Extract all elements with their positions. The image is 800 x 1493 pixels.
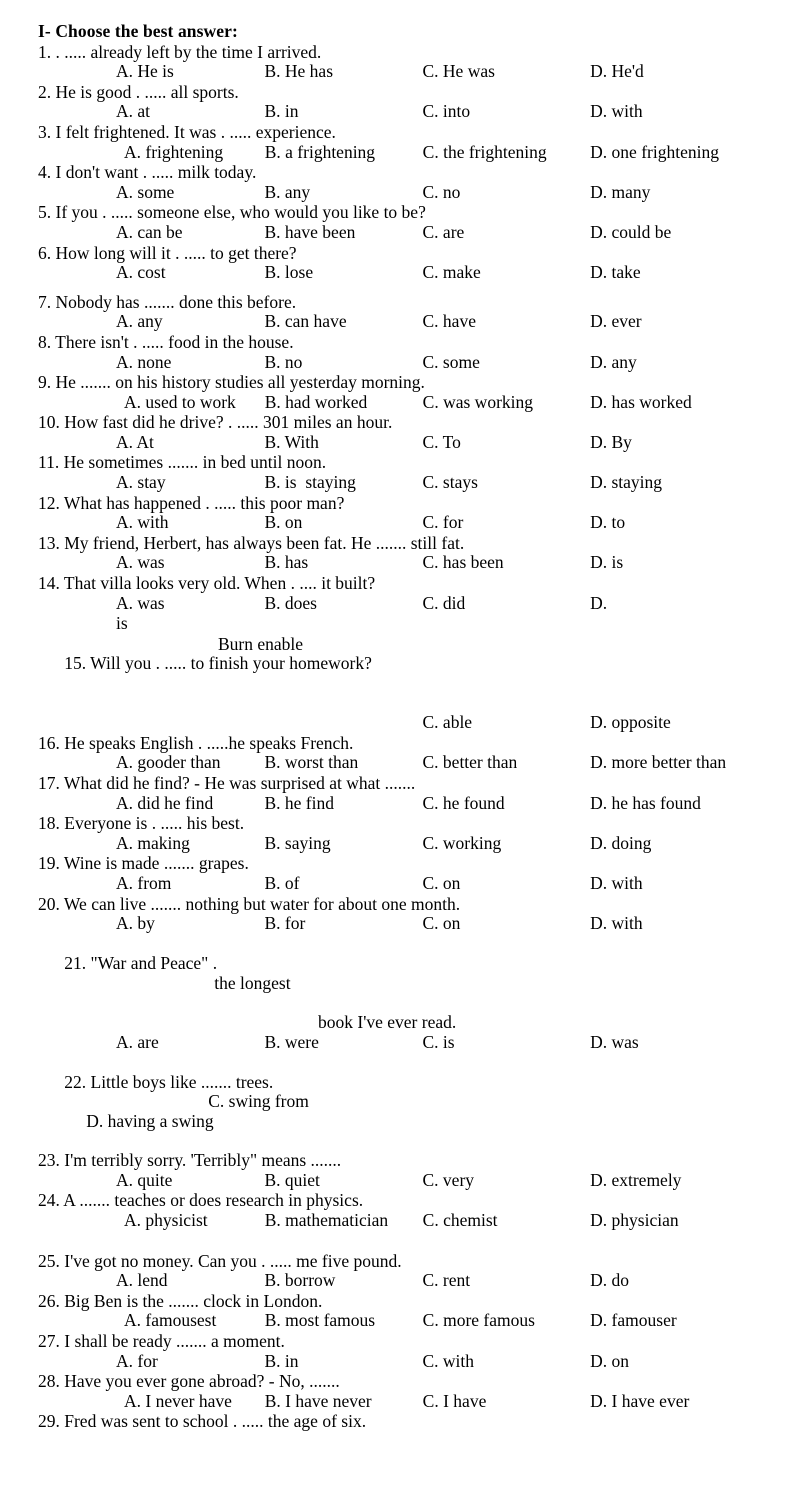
option-b[interactable]: B. of <box>264 872 300 893</box>
option-a[interactable]: A. can be <box>116 221 183 242</box>
option-a[interactable]: A. from <box>116 872 172 893</box>
option-a[interactable]: A. stay <box>116 472 166 493</box>
option-b[interactable]: B. saying <box>264 832 331 853</box>
option-d[interactable]: D. doing <box>590 832 652 853</box>
question-item <box>38 774 772 813</box>
question-stem-text: 15. Will you . ..... to finish your homework? <box>64 653 372 674</box>
option-c[interactable]: C. more famous <box>422 1310 535 1331</box>
option-row <box>38 473 772 493</box>
option-d[interactable]: D. By <box>590 431 632 452</box>
option-row <box>38 263 772 283</box>
question-item <box>38 1292 772 1331</box>
option-row <box>38 914 772 934</box>
option-c[interactable]: C. have <box>422 311 476 332</box>
option-c[interactable]: C. did <box>422 592 466 613</box>
question-item <box>38 534 772 573</box>
option-d[interactable]: D. extremely <box>590 1169 682 1190</box>
option-c[interactable]: C. are <box>422 221 465 242</box>
option-c[interactable]: C. no <box>422 181 461 202</box>
page-title: I- Choose the best answer: <box>38 21 238 41</box>
option-d[interactable]: D. could be <box>590 221 672 242</box>
option-c[interactable]: C. stays <box>422 472 478 493</box>
question-stem-fragment-2: book I've ever read. <box>318 1012 457 1033</box>
option-a[interactable]: A. none <box>116 351 172 372</box>
option-c[interactable]: C. To <box>422 431 461 452</box>
question-stem: 20. We can live ....... nothing but water for about one month. <box>38 893 461 914</box>
question-stem: 28. Have you ever gone abroad? - No, ....... <box>38 1371 340 1392</box>
question-stem <box>38 635 772 713</box>
option-c[interactable]: C. make <box>422 262 481 283</box>
option-c[interactable]: C. some <box>422 351 480 372</box>
question-item <box>38 814 772 853</box>
option-c[interactable]: C. I have <box>422 1390 487 1411</box>
option-c[interactable]: C. has been <box>422 552 504 573</box>
option-c[interactable]: C. on <box>422 872 461 893</box>
option-a[interactable]: A. any <box>116 311 163 332</box>
option-a[interactable]: A. some <box>116 181 175 202</box>
option-a[interactable]: A. for <box>116 1350 158 1371</box>
option-c[interactable]: C. He was <box>422 61 495 82</box>
option-row <box>38 794 772 814</box>
option-c[interactable]: C. the frightening <box>422 141 547 162</box>
question-item <box>38 453 772 492</box>
question-item <box>38 244 772 283</box>
option-c[interactable]: C. very <box>422 1169 475 1190</box>
option-a[interactable]: A. at <box>116 101 151 122</box>
option-a[interactable]: A. was <box>116 552 165 573</box>
option-d[interactable]: D. to <box>590 512 626 533</box>
option-b[interactable]: B. He has <box>264 61 333 82</box>
option-row <box>38 1392 772 1412</box>
option-row <box>38 1211 772 1231</box>
option-c[interactable]: C. with <box>422 1350 475 1371</box>
option-row <box>38 1311 772 1331</box>
option-a[interactable]: A. frightening <box>124 141 224 162</box>
question-item <box>38 373 772 412</box>
option-b[interactable]: B. does <box>264 592 317 613</box>
option-d[interactable]: D. do <box>590 1270 629 1291</box>
question-item <box>38 413 772 452</box>
option-a[interactable]: A. famousest <box>124 1310 217 1331</box>
option-row <box>38 183 772 203</box>
question-item <box>38 43 772 82</box>
option-b[interactable]: B. With <box>264 431 319 452</box>
option-b[interactable]: B. in <box>264 1350 299 1371</box>
option-d[interactable]: D. physician <box>590 1210 679 1231</box>
question-item <box>38 203 772 242</box>
option-a[interactable]: A. with <box>116 512 169 533</box>
option-a[interactable]: A. At <box>116 431 154 452</box>
question-stem: 1. . ..... already left by the time I arrived. <box>38 41 322 62</box>
option-b[interactable]: B. had worked <box>264 391 368 412</box>
option-b[interactable] <box>264 713 422 733</box>
question-item <box>38 635 772 733</box>
question-stem: 16. He speaks English . .....he speaks French. <box>38 732 354 753</box>
question-stem-text: 22. Little boys like ....... trees. <box>64 1071 274 1092</box>
option-row <box>38 834 772 854</box>
option-c[interactable]: C. for <box>422 512 464 533</box>
question-stem: 9. He ....... on his history studies all yesterday morning. <box>38 372 425 393</box>
option-d-wrap[interactable]: is <box>116 613 128 634</box>
option-d[interactable]: D. take <box>590 262 641 283</box>
option-c[interactable]: C. working <box>422 832 502 853</box>
option-c[interactable]: C. swing from <box>208 1091 309 1112</box>
option-a[interactable]: A. by <box>116 913 155 934</box>
option-d[interactable]: D. has worked <box>590 391 692 412</box>
option-b[interactable]: B. a frightening <box>264 141 376 162</box>
question-stem: 8. There isn't . ..... food in the house. <box>38 331 294 352</box>
question-stem: 25. I've got no money. Can you . ..... me five pound. <box>38 1250 402 1271</box>
option-row <box>38 353 772 373</box>
question-stem-fragment-1: the longest <box>214 972 291 993</box>
question-stem-text: 21. "War and Peace" . <box>64 953 218 974</box>
question-stem: 14. That villa looks very old. When . .... it built? <box>38 573 376 594</box>
question-item <box>38 1252 772 1291</box>
question-item <box>38 854 772 893</box>
question-stem: 18. Everyone is . ..... his best. <box>38 813 245 834</box>
question-item <box>38 1191 772 1230</box>
option-d[interactable]: D. with <box>590 872 643 893</box>
question-item <box>38 163 772 202</box>
option-c[interactable]: C. on <box>422 913 461 934</box>
option-row <box>38 143 772 163</box>
option-d[interactable]: D. one frightening <box>590 141 719 162</box>
question-stem <box>38 935 772 1013</box>
option-b[interactable]: B. is staying <box>264 472 356 493</box>
question-item <box>38 734 772 773</box>
option-b[interactable]: B. no <box>264 351 303 372</box>
option-row <box>38 513 772 533</box>
option-d[interactable]: D. is <box>590 552 624 573</box>
question-stem: 6. How long will it . ..... to get there? <box>38 242 297 263</box>
option-c[interactable]: C. is <box>422 1031 455 1052</box>
option-a[interactable]: A. making <box>116 832 190 853</box>
option-a[interactable]: A. He is <box>116 61 174 82</box>
option-a[interactable]: A. I never have <box>124 1390 232 1411</box>
option-b[interactable]: B. can have <box>264 311 347 332</box>
option-b[interactable]: B. have been <box>264 221 356 242</box>
option-d[interactable]: D. was <box>590 1031 639 1052</box>
question-stem: 19. Wine is made ....... grapes. <box>38 853 249 874</box>
option-b[interactable]: B. lose <box>264 262 314 283</box>
question-item <box>38 1332 772 1371</box>
section-gap <box>38 1232 772 1252</box>
option-row <box>38 553 772 573</box>
option-row <box>38 1171 772 1191</box>
option-d[interactable]: D. <box>590 592 608 613</box>
option-a[interactable]: A. are <box>116 1031 159 1052</box>
question-item <box>38 574 772 634</box>
question-item <box>38 895 772 934</box>
question-item <box>38 1372 772 1411</box>
option-row <box>38 102 772 122</box>
question-item <box>38 1151 772 1190</box>
option-row <box>38 62 772 82</box>
question-stem: 24. A ....... teaches or does research in physics. <box>38 1190 364 1211</box>
option-d[interactable]: D. staying <box>590 472 663 493</box>
option-d[interactable]: D. he has found <box>590 792 701 813</box>
overlapping-text: Burn enable <box>218 633 304 654</box>
question-stem: 13. My friend, Herbert, has always been fat. He ....... still fat. <box>38 532 465 553</box>
option-a[interactable]: A. gooder than <box>116 752 221 773</box>
option-a[interactable]: A. used to work <box>124 391 236 412</box>
option-row <box>38 713 772 733</box>
question-stem <box>38 1053 772 1151</box>
option-row <box>38 393 772 413</box>
option-d[interactable]: D. famouser <box>590 1310 677 1331</box>
option-a[interactable]: A. quite <box>116 1169 173 1190</box>
option-b[interactable]: B. in <box>264 101 299 122</box>
option-b[interactable]: B. mathematician <box>264 1210 389 1231</box>
question-stem: 29. Fred was sent to school . ..... the age of six. <box>38 1411 367 1432</box>
option-b[interactable]: B. quiet <box>264 1169 320 1190</box>
option-row <box>38 753 772 773</box>
option-b[interactable]: B. on <box>264 512 303 533</box>
question-stem: 23. I'm terribly sorry. 'Terribly" means ....... <box>38 1150 342 1171</box>
option-d[interactable]: D. I have ever <box>590 1390 690 1411</box>
option-c[interactable]: C. into <box>422 101 471 122</box>
option-d[interactable]: D. He'd <box>590 61 644 82</box>
question-stem: 12. What has happened . ..... this poor man? <box>38 492 345 513</box>
option-row <box>38 874 772 894</box>
question-item <box>38 494 772 533</box>
option-c[interactable]: C. chemist <box>422 1210 498 1231</box>
question-stem: 2. He is good . ..... all sports. <box>38 81 239 102</box>
option-b[interactable]: B. he find <box>264 792 334 813</box>
option-a[interactable]: A. did he find <box>116 792 214 813</box>
question-stem: 10. How fast did he drive? . ..... 301 miles an hour. <box>38 412 393 433</box>
option-c[interactable]: C. was working <box>422 391 534 412</box>
question-stem: 27. I shall be ready ....... a moment. <box>38 1331 285 1351</box>
option-d[interactable]: D. with <box>590 101 643 122</box>
option-d[interactable]: D. any <box>590 351 637 372</box>
option-c[interactable]: C. he found <box>422 792 505 813</box>
question-stem: 4. I don't want . ..... milk today. <box>38 162 257 183</box>
option-row <box>38 594 772 614</box>
option-row-continuation <box>38 614 772 634</box>
option-d[interactable]: D. many <box>590 181 651 202</box>
option-row <box>38 223 772 243</box>
question-item <box>38 935 772 1053</box>
question-item <box>38 1053 772 1151</box>
option-c[interactable]: C. rent <box>422 1270 471 1291</box>
option-d[interactable]: D. ever <box>590 311 642 332</box>
option-b[interactable]: B. most famous <box>264 1310 376 1331</box>
option-a[interactable]: A. cost <box>116 262 166 283</box>
option-b[interactable]: B. worst than <box>264 752 359 773</box>
option-row <box>38 433 772 453</box>
question-stem: 5. If you . ..... someone else, who would you like to be? <box>38 202 426 223</box>
option-c[interactable]: C. able <box>422 712 473 733</box>
question-stem: 3. I felt frightened. It was . ..... experience. <box>38 121 336 142</box>
option-a[interactable]: A. physicist <box>124 1210 208 1231</box>
option-b[interactable]: B. for <box>264 913 306 934</box>
question-item <box>38 123 772 162</box>
option-a[interactable]: A. was <box>116 592 165 613</box>
option-a[interactable]: A. lend <box>116 1270 168 1291</box>
option-row <box>38 312 772 332</box>
option-row <box>38 1033 772 1053</box>
option-b[interactable]: B. any <box>264 181 311 202</box>
option-d[interactable]: D. on <box>590 1350 629 1371</box>
option-d[interactable]: D. having a swing <box>86 1111 214 1132</box>
question-stem: 17. What did he find? - He was surprised at what ....... <box>38 772 416 793</box>
option-a[interactable] <box>116 713 264 733</box>
question-stem: 11. He sometimes ....... in bed until noon. <box>38 452 327 473</box>
option-b[interactable]: B. were <box>264 1031 319 1052</box>
question-item <box>38 83 772 122</box>
option-d[interactable]: D. opposite <box>590 712 671 733</box>
option-row <box>38 1352 772 1372</box>
question-stem: 26. Big Ben is the ....... clock in London. <box>38 1290 323 1311</box>
question-item <box>38 333 772 372</box>
option-c[interactable]: C. better than <box>422 752 518 773</box>
option-b[interactable]: B. I have never <box>264 1390 372 1411</box>
option-b[interactable]: B. borrow <box>264 1270 336 1291</box>
question-stem: 7. Nobody has ....... done this before. <box>38 291 297 312</box>
option-d[interactable]: D. more better than <box>590 752 727 773</box>
option-row <box>38 1271 772 1291</box>
question-item <box>38 1412 772 1432</box>
option-b[interactable]: B. has <box>264 552 309 573</box>
option-d[interactable]: D. with <box>590 913 643 934</box>
question-item <box>38 293 772 332</box>
